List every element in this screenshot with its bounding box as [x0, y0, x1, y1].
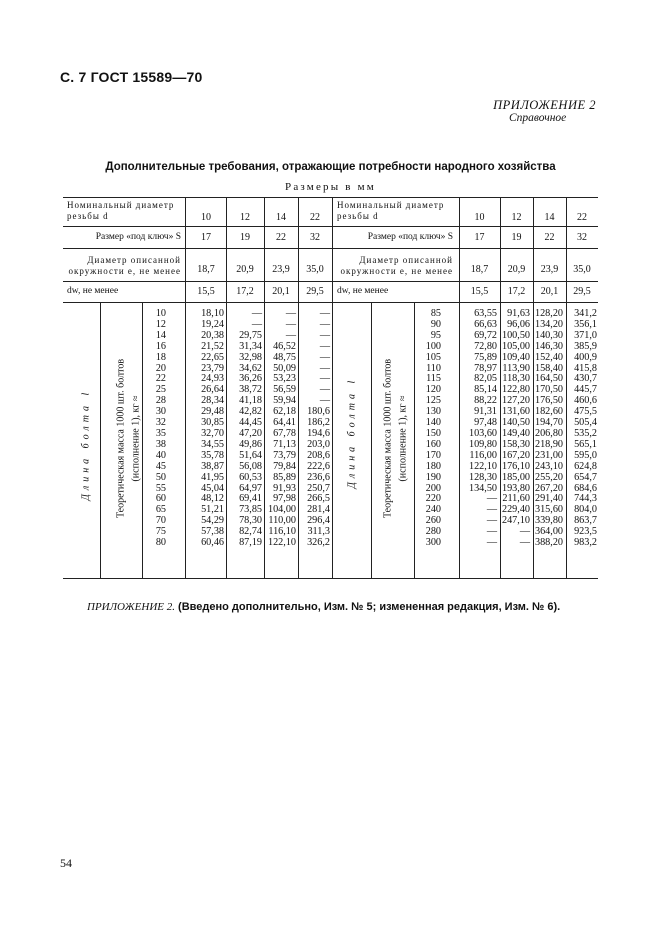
annex-type: Справочное — [509, 112, 567, 124]
right-nominal-diameter-label: Номинальный диаметр резьбы d — [337, 200, 445, 221]
left-mass-label-line1: Теоретическая масса 1000 шт. болтов — [115, 358, 127, 519]
left-header-cell: 15,5 — [197, 286, 215, 297]
header-rule-1 — [63, 226, 598, 227]
right-header-cell: 10 — [474, 212, 485, 223]
right-mass-label-line1: Теоретическая масса 1000 шт. болтов — [382, 358, 394, 519]
right-header-cell: 18,7 — [470, 264, 489, 275]
right-header-cell: 12 — [511, 212, 522, 223]
right-header-cell: 22 — [577, 212, 587, 223]
left-header-cell: 20,1 — [272, 286, 290, 297]
left-key-size-label: Размер «под ключ» S — [95, 232, 181, 242]
vrule-center — [332, 197, 333, 578]
table-title: Дополнительные требования, отражающие потребности народного хозяйства — [105, 161, 556, 173]
right-data-d12-column: 91,63 96,06 100,50 105,00 109,40 113,90 118,30 122,80 127,20 131,60 140,50 149,40 158,30 167,20 176,10 185,00 193,80 211,60 229,40 247,10 — — — [501, 308, 530, 549]
annex-label: ПРИЛОЖЕНИЕ 2 — [493, 98, 596, 112]
left-header-cell: 23,9 — [272, 264, 290, 275]
left-dw-label: dw, не менее — [67, 286, 119, 296]
right-header-cell: 35,0 — [573, 264, 591, 275]
left-header-cell: 12 — [240, 212, 250, 223]
right-mass-label-line2: (исполнение 1), кг ≈ — [397, 395, 409, 482]
table-top-rule — [63, 197, 598, 198]
left-header-cell: 22 — [310, 212, 320, 223]
left-data-d10-column: 18,10 19,24 20,38 21,52 22,65 23,79 24,93 26,64 28,34 29,48 30,85 32,70 34,55 35,78 38,87 41,95 45,04 48,12 51,21 54,29 57,38 60,46 — [201, 308, 224, 549]
right-header-cell: 32 — [577, 232, 587, 243]
footer-note-italic: ПРИЛОЖЕНИЕ 2. — [87, 601, 175, 613]
header-rule-3 — [63, 281, 598, 282]
right-header-cell: 15,5 — [470, 286, 489, 297]
left-data-d14-column: — — — 46,52 48,75 50,09 53,23 56,59 59,94 62,18 64,41 67,78 71,13 73,79 79,84 85,89 91,93 97,98 104,00 110,00 116,10 122,10 — [267, 308, 296, 549]
right-circumscribed-label: Диаметр описанной окружности e, не менее — [340, 255, 453, 276]
right-header-cell: 23,9 — [540, 264, 559, 275]
left-header-cell: 20,9 — [236, 264, 254, 275]
right-dw-label: dw, не менее — [337, 286, 389, 296]
table-bottom-rule — [63, 578, 598, 579]
left-header-cell: 22 — [276, 232, 286, 243]
left-header-cell: 18,7 — [197, 264, 215, 275]
left-nominal-diameter-label: Номинальный диаметр резьбы d — [67, 200, 175, 221]
right-header-cell: 14 — [544, 212, 555, 223]
right-data-lengths-column: 85 90 95 100 105 110 115 120 125 130 140 150 160 170 180 190 200 220 240 260 280 300 — [425, 308, 441, 549]
right-bolt-length-label: Длина болта l — [346, 376, 358, 489]
left-data-d22-column: — — — — — — — — — 180,6 186,2 194,6 203,0 208,6 222,6 236,6 250,7 266,5 281,4 296,4 311,3 326,2 — [307, 308, 330, 549]
dimensions-note: Размеры в мм — [285, 181, 376, 193]
left-circumscribed-label: Диаметр описанной окружности e, не менее — [68, 255, 181, 276]
footer-note-text: (Введено дополнительно, Изм. № 5; измененная редакция, Изм. № 6). — [178, 601, 561, 613]
left-header-cell: 32 — [310, 232, 320, 243]
right-header-cell: 29,5 — [573, 286, 591, 297]
vrule — [100, 302, 101, 578]
right-header-cell: 20,1 — [540, 286, 559, 297]
right-header-cell: 22 — [544, 232, 555, 243]
left-mass-label-line2: (исполнение 1), кг ≈ — [130, 395, 142, 482]
right-header-cell: 19 — [511, 232, 522, 243]
right-data-d10-column: 63,55 66,63 69,72 72,80 75,89 78,97 82,05 85,14 88,22 91,31 97,48 103,60 109,80 116,00 122,10 128,30 134,50 — — — — — — [468, 308, 497, 549]
left-bolt-length-label: Длина болта l — [80, 388, 92, 501]
left-header-cell: 19 — [240, 232, 250, 243]
left-header-cell: 29,5 — [306, 286, 324, 297]
left-header-cell: 14 — [276, 212, 286, 223]
left-data-d12-column: — — 29,75 31,34 32,98 34,62 36,26 38,72 41,18 42,82 44,45 47,20 49,86 51,64 56,08 60,53 64,97 69,41 73,85 78,30 82,74 87,19 — [239, 308, 262, 549]
left-header-cell: 10 — [201, 212, 211, 223]
right-data-d22-column: 341,2 356,1 371,0 385,9 400,9 415,8 430,7 445,7 460,6 475,5 505,4 535,2 565,1 595,0 624,8 654,7 684,6 744,3 804,0 863,7 923,5 983,2 — [574, 308, 597, 549]
left-header-cell: 17,2 — [236, 286, 254, 297]
footer-note — [87, 601, 560, 613]
right-header-cell: 17 — [474, 232, 485, 243]
right-key-size-label: Размер «под ключ» S — [367, 232, 453, 242]
page-number: 54 — [60, 856, 72, 870]
right-header-cell: 20,9 — [507, 264, 526, 275]
vrule — [371, 302, 372, 578]
header-rule-4 — [63, 302, 598, 303]
header-rule-2 — [63, 248, 598, 249]
left-header-cell: 35,0 — [306, 264, 324, 275]
left-data-lengths-column: 10 12 14 16 18 20 22 25 28 30 32 35 38 40 45 50 55 60 65 70 75 80 — [155, 308, 166, 549]
right-header-cell: 17,2 — [507, 286, 526, 297]
left-header-cell: 17 — [201, 232, 211, 243]
document-title: С. 7 ГОСТ 15589—70 — [60, 69, 203, 85]
right-data-d14-column: 128,20 134,20 140,30 146,30 152,40 158,40 164,50 170,50 176,50 182,60 194,70 206,80 218,90 231,00 243,10 255,20 267,20 291,40 315,60 339,80 364,00 388,20 — [534, 308, 563, 549]
